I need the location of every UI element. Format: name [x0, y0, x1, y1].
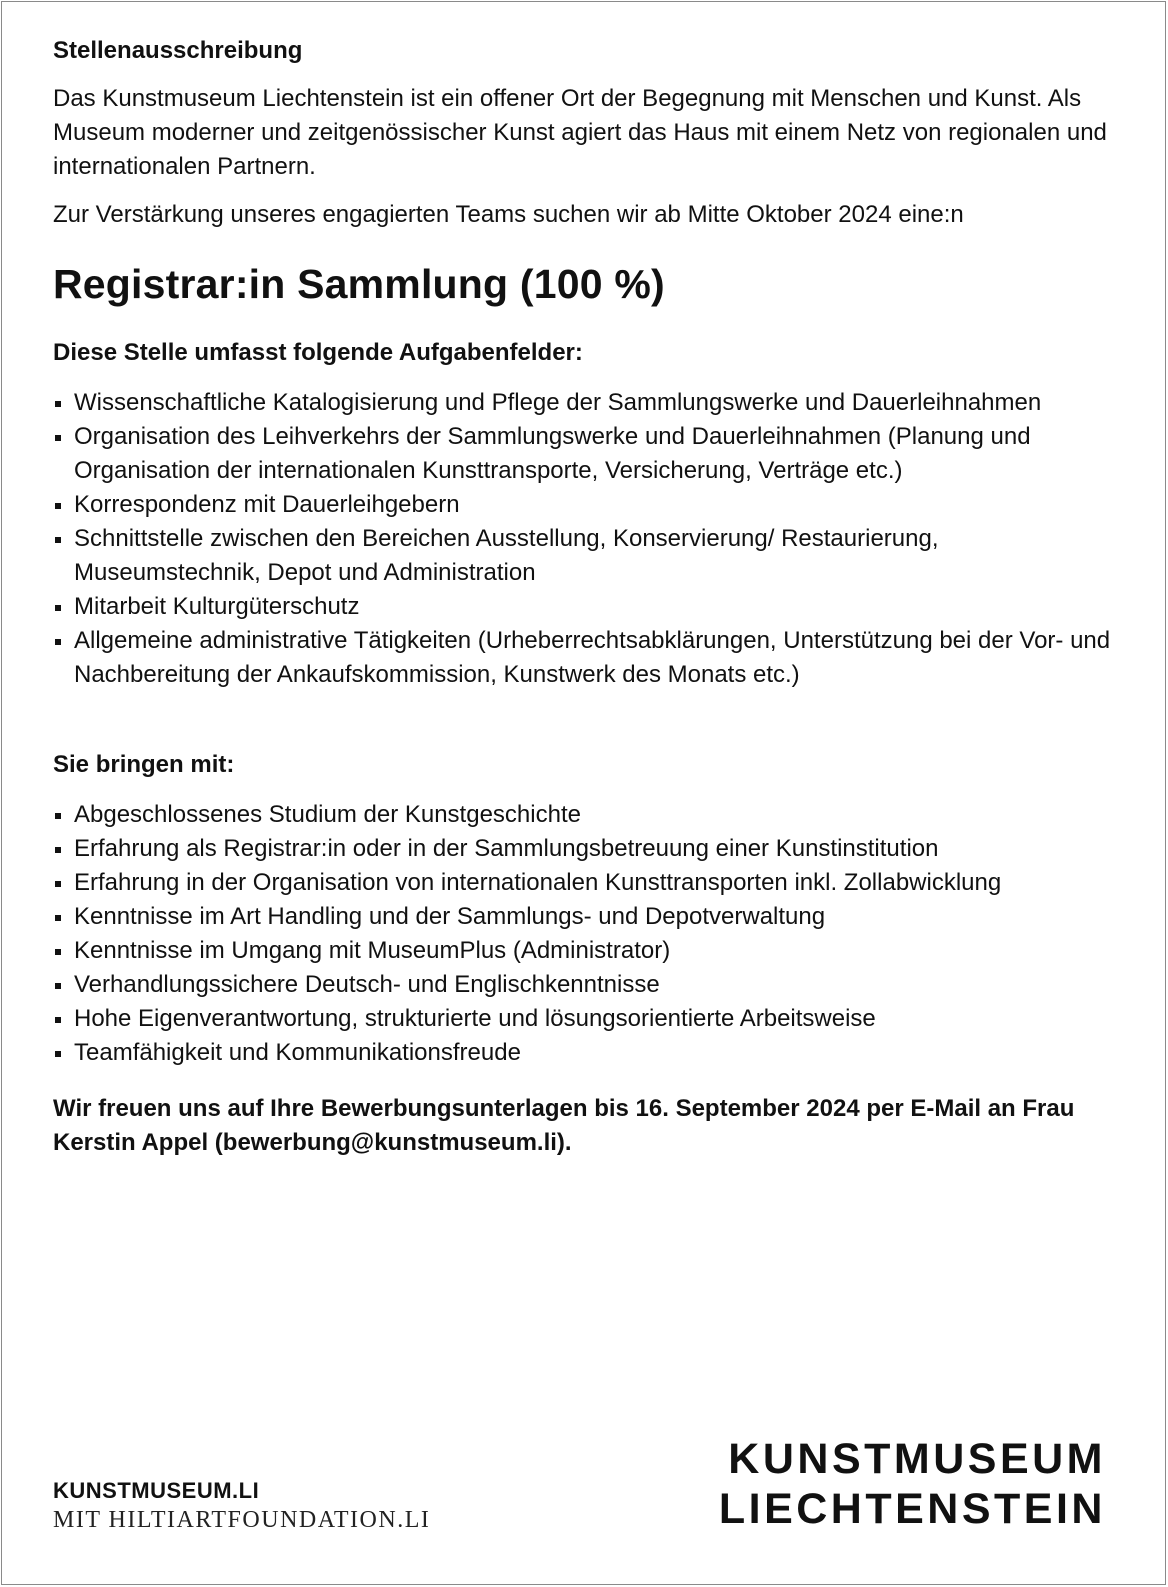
- logo-line-1: KUNSTMUSEUM: [728, 1435, 1106, 1483]
- list-item: Kenntnisse im Umgang mit MuseumPlus (Administrator): [53, 934, 1113, 968]
- lead-paragraph: Zur Verstärkung unseres engagierten Teams suchen wir ab Mitte Oktober 2024 eine:n: [53, 201, 964, 228]
- intro-paragraph: Das Kunstmuseum Liechtenstein ist ein offener Ort der Begegnung mit Menschen und Kunst. Als Museum moderner und zeitgenössischer Kunst agiert das Haus mit einem Netz von regionalen und internationalen Partnern.: [53, 85, 1107, 180]
- list-item: Hohe Eigenverantwortung, strukturierte und lösungsorientierte Arbeitsweise: [53, 1002, 1113, 1036]
- kicker-heading: Stellenausschreibung: [53, 37, 303, 64]
- requirements-list: [53, 798, 1113, 1070]
- list-item: Schnittstelle zwischen den Bereichen Ausstellung, Konservierung/ Restaurierung, Museumstechnik, Depot und Administration: [53, 522, 1113, 590]
- museum-logo: [719, 1434, 1106, 1534]
- list-item: Abgeschlossenes Studium der Kunstgeschichte: [53, 798, 1113, 832]
- list-item: Mitarbeit Kulturgüterschutz: [53, 590, 1113, 624]
- list-item: Erfahrung als Registrar:in oder in der Sammlungsbetreuung einer Kunstinstitution: [53, 832, 1113, 866]
- website-link[interactable]: KUNSTMUSEUM.LI: [53, 1478, 260, 1503]
- logo-line-2: LIECHTENSTEIN: [718, 1485, 1106, 1533]
- footer-links: [53, 1477, 430, 1535]
- list-item: Allgemeine administrative Tätigkeiten (Urheberrechtsabklärungen, Unterstützung bei der Vor- und Nachbereitung der Ankaufskommission, Kunstwerk des Monats etc.): [53, 624, 1113, 692]
- foundation-link[interactable]: MIT HILTIARTFOUNDATION.LI: [53, 1507, 431, 1533]
- list-item: Erfahrung in der Organisation von internationalen Kunsttransporten inkl. Zollabwicklung: [53, 866, 1113, 900]
- requirements-heading: Sie bringen mit:: [53, 751, 235, 778]
- list-item: Verhandlungssichere Deutsch- und Englischkenntnisse: [53, 968, 1113, 1002]
- list-item: Korrespondenz mit Dauerleihgebern: [53, 488, 1113, 522]
- application-closing: Wir freuen uns auf Ihre Bewerbungsunterlagen bis 16. September 2024 per E-Mail an Frau Kerstin Appel (bewerbung@kunstmuseum.li).: [53, 1095, 1075, 1156]
- list-item: Organisation des Leihverkehrs der Sammlungswerke und Dauerleihnahmen (Planung und Organisation der internationalen Kunsttransporte, Versicherung, Verträge etc.): [53, 420, 1113, 488]
- tasks-list: [53, 386, 1113, 692]
- list-item: Kenntnisse im Art Handling und der Sammlungs- und Depotverwaltung: [53, 900, 1113, 934]
- list-item: Teamfähigkeit und Kommunikationsfreude: [53, 1036, 1113, 1070]
- tasks-heading: Diese Stelle umfasst folgende Aufgabenfelder:: [53, 339, 583, 366]
- job-ad-content: [53, 34, 1113, 1160]
- job-title: Registrar:in Sammlung (100 %): [53, 261, 665, 307]
- list-item: Wissenschaftliche Katalogisierung und Pflege der Sammlungswerke und Dauerleihnahmen: [53, 386, 1113, 420]
